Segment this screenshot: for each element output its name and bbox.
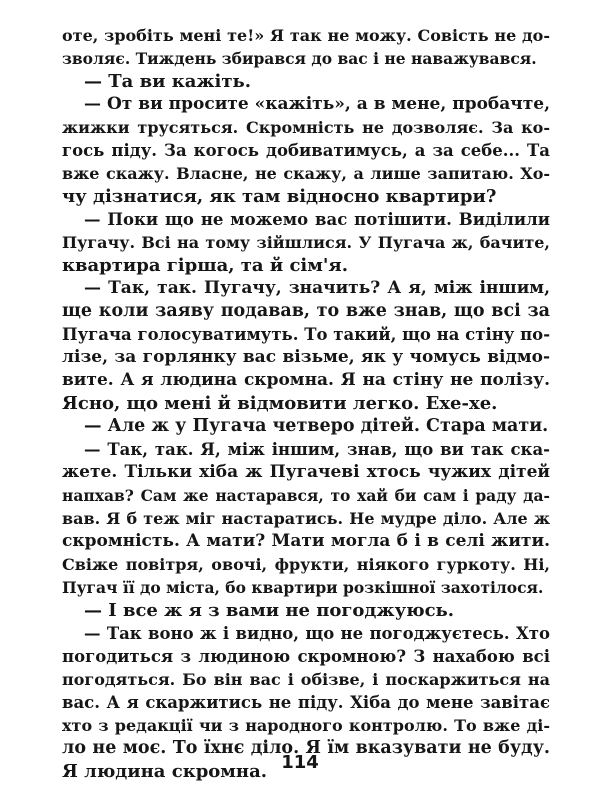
text-line: вас. А я скаржитись не піду. Хіба до мене завітає	[62, 693, 550, 712]
text-line: скромність. А мати? Мати могла б і в селі жити.	[62, 531, 550, 551]
text-line: жете. Тільки хіба ж Пугачеві хтось чужих дітей	[62, 462, 550, 482]
page-number: 114	[281, 752, 319, 773]
text-line: — Так воно ж і видно, що не погоджуєтесь. Хто	[84, 624, 550, 643]
text-line: чу дізнатися, як там відносно квартири?	[62, 186, 497, 207]
text-line: погодяться. Бо він вас і обізве, і поскаржиться на	[62, 670, 550, 689]
text-line: ще коли заяву подавав, то вже знав, що всі за	[62, 301, 550, 321]
text-line: Свіже повітря, овочі, фрукти, ніякого гуркоту. Ні,	[62, 555, 550, 574]
text-line: — Так, так. Я, між іншим, знав, що ви так ска-	[84, 440, 550, 459]
text-line: Пугач її до міста, бо квартири розкішної захотілося.	[62, 578, 544, 597]
text-line: — Та ви кажіть.	[84, 71, 252, 92]
text-line: вите. А я людина скромна. Я на стіну не полізу.	[62, 370, 550, 390]
text-line: зволяє. Тиждень збирався до вас і не наважувався.	[62, 49, 537, 68]
text-line: — Але ж у Пугача четверо дітей. Стара мати.	[84, 416, 549, 436]
text-line: гось піду. За когось добиватимусь, а за себе... Та	[62, 141, 550, 160]
text-line: лізе, за горлянку вас візьме, як у чомусь відмо-	[62, 347, 550, 367]
text-line: напхав? Сам же настарався, то хай би сам і раду да-	[62, 486, 550, 505]
text-line: Ясно, що мені й відмовити легко. Ехе-хе.	[62, 393, 498, 414]
text-line: Я людина скромна.	[62, 761, 268, 782]
text-line: оте, зробіть мені те!» Я так не можу. Совість не до-	[62, 26, 550, 45]
text-line: Пугача голосуватимуть. То такий, що на стіну по-	[62, 325, 551, 344]
body-text	[62, 24, 550, 783]
text-line: вже скажу. Власне, не скажу, а лише запитаю. Хо-	[62, 164, 550, 183]
text-line: Пугачу. Всі на тому зійшлися. У Пугача ж, бачите,	[62, 233, 550, 252]
text-line: квартира гірша, та й сім'я.	[62, 255, 348, 276]
text-line: хто з редакції чи з народного контролю. То вже ді-	[62, 716, 550, 735]
text-line: — І все ж я з вами не погоджуюсь.	[84, 600, 455, 621]
text-line: вав. Я б теж міг настаратись. Не мудре діло. Але ж	[62, 509, 550, 528]
text-line: — Так, так. Пугачу, значить? А я, між іншим,	[84, 278, 550, 298]
text-line: — От ви просите «кажіть», а в мене, пробачте,	[84, 94, 550, 114]
text-line: — Поки що не можемо вас потішити. Виділили	[84, 210, 550, 229]
text-line: погодиться з людиною скромною? З нахабою всі	[62, 647, 550, 666]
text-line: жижки трусяться. Скромність не дозволяє. За ко-	[62, 118, 550, 137]
text-line: ло не моє. То їхнє діло. Я їм вказувати не буду.	[62, 738, 550, 758]
